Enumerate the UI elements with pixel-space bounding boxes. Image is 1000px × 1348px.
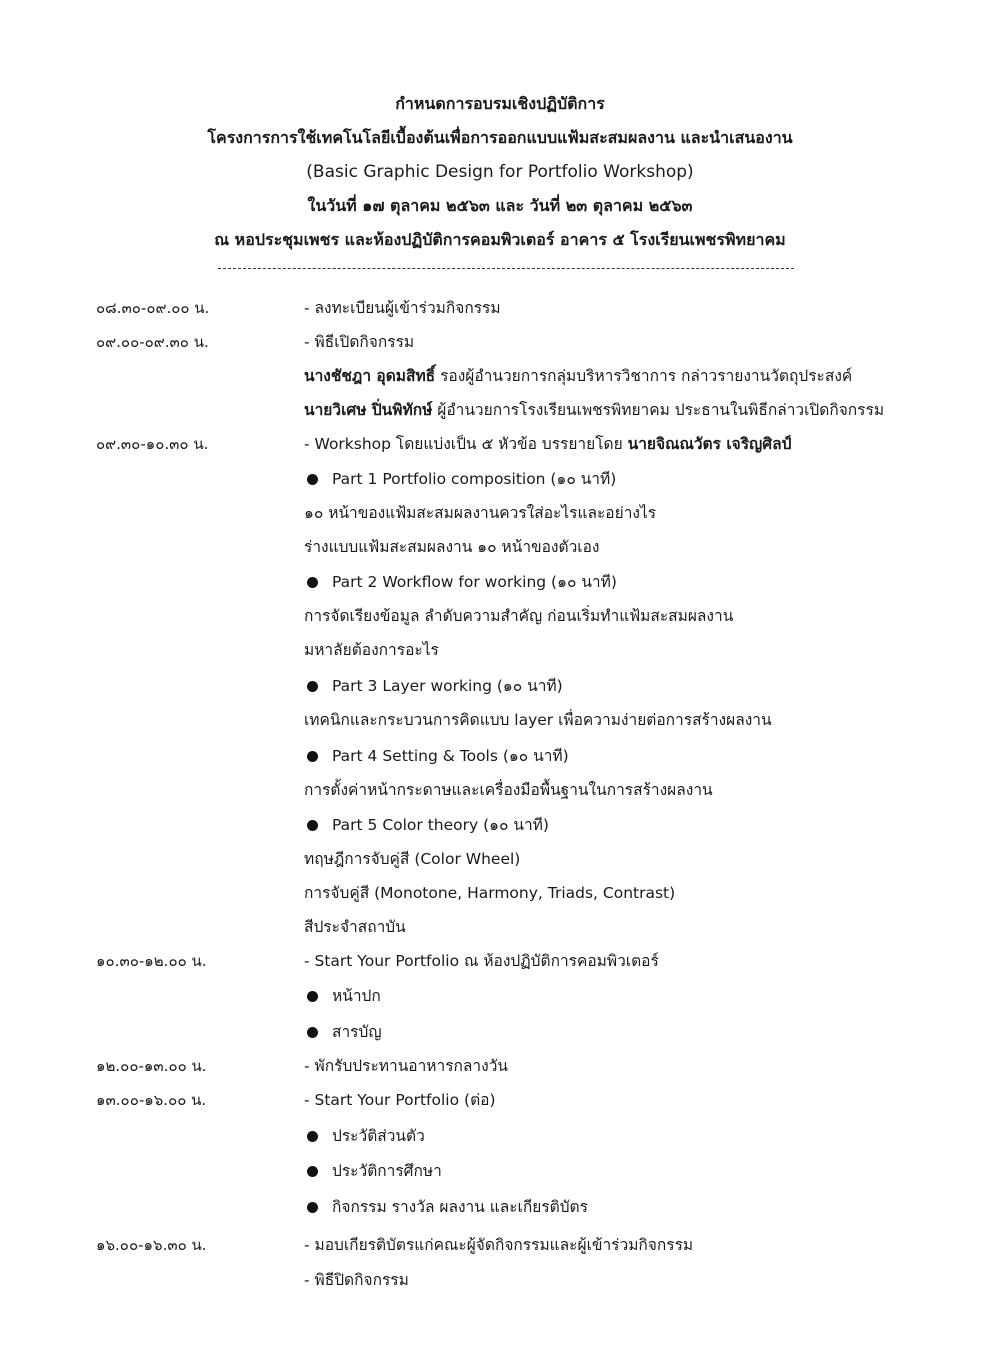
speaker-name: นายวิเศษ ปิ่นพิทักษ์: [304, 401, 433, 419]
schedule-item: - Start Your Portfolio ณ ห้องปฏิบัติการคอมพิวเตอร์: [304, 952, 659, 970]
bullet-icon: [307, 751, 318, 762]
schedule-item: - มอบเกียรติบัตรแก่คณะผู้จัดกิจกรรมและผู้เข้าร่วมกิจกรรม: [304, 1236, 694, 1254]
schedule-item: - พิธีปิดกิจกรรม: [304, 1271, 409, 1289]
part-heading: Part 4 Setting & Tools (๑๐ นาที): [332, 747, 569, 765]
bullet-icon: [307, 991, 318, 1002]
schedule-item: - Start Your Portfolio (ต่อ): [304, 1091, 496, 1109]
schedule-item: - พักรับประทานอาหารกลางวัน: [304, 1057, 509, 1075]
schedule-item: - ลงทะเบียนผู้เข้าร่วมกิจกรรม: [304, 299, 501, 317]
time-slot: ๐๙.๐๐-๐๙.๓๐ น.: [96, 333, 209, 351]
time-slot: ๑๒.๐๐-๑๓.๐๐ น.: [96, 1057, 207, 1075]
bullet-icon: [307, 1027, 318, 1038]
part-detail: การจัดเรียงข้อมูล ลำดับความสำคัญ ก่อนเริ่มทำแฟ้มสะสมผลงาน: [304, 607, 734, 625]
part-detail: การตั้งค่าหน้ากระดาษและเครื่องมือพื้นฐานในการสร้างผลงาน: [304, 781, 713, 799]
part-heading: Part 2 Workflow for working (๑๐ นาที): [332, 573, 617, 591]
speaker-role: ผู้อำนวยการโรงเรียนเพชรพิทยาคม ประธานในพิธีกล่าวเปิดกิจกรรม: [432, 401, 885, 419]
speaker-role: รองผู้อำนวยการกลุ่มบริหารวิชาการ กล่าวรายงานวัตถุประสงค์: [435, 367, 853, 385]
bullet-icon: [307, 1202, 318, 1213]
bullet-icon: [307, 474, 318, 485]
sub-item: ประวัติการศึกษา: [332, 1162, 442, 1180]
schedule-item: - พิธีเปิดกิจกรรม: [304, 333, 415, 351]
sub-item: กิจกรรม รางวัล ผลงาน และเกียรติบัตร: [332, 1198, 588, 1216]
part-detail: มหาลัยต้องการอะไร: [304, 641, 439, 659]
sub-item: หน้าปก: [332, 987, 381, 1005]
part-heading: Part 5 Color theory (๑๐ นาที): [332, 816, 549, 834]
bullet-icon: [307, 577, 318, 588]
time-slot: ๑๐.๓๐-๑๒.๐๐ น.: [96, 952, 207, 970]
schedule-item: [304, 434, 791, 454]
part-detail: ร่างแบบแฟ้มสะสมผลงาน ๑๐ หน้าของตัวเอง: [304, 538, 600, 556]
time-slot: ๐๙.๓๐-๑๐.๓๐ น.: [96, 435, 209, 453]
sub-item: ประวัติส่วนตัว: [332, 1127, 425, 1145]
bullet-icon: [307, 1131, 318, 1142]
bullet-icon: [307, 1166, 318, 1177]
title-line-1: กำหนดการอบรมเชิงปฏิบัติการ: [395, 94, 605, 113]
bullet-icon: [307, 820, 318, 831]
part-heading: Part 1 Portfolio composition (๑๐ นาที): [332, 470, 617, 488]
title-line-4: ในวันที่ ๑๗ ตุลาคม ๒๕๖๓ และ วันที่ ๒๓ ตุลาคม ๒๕๖๓: [307, 196, 693, 215]
title-line-3: (Basic Graphic Design for Portfolio Workshop): [306, 162, 694, 182]
part-detail: ๑๐ หน้าของแฟ้มสะสมผลงานควรใส่อะไรและอย่างไร: [304, 504, 657, 522]
schedule-item: [304, 400, 884, 420]
speaker-name: นายจิณณวัตร เจริญศิลป์: [627, 435, 792, 453]
dashed-divider: [218, 268, 794, 269]
part-detail: การจับคู่สี (Monotone, Harmony, Triads, Contrast): [304, 884, 676, 902]
part-detail: เทคนิกและกระบวนการคิดแบบ layer เพื่อความง่ายต่อการสร้างผลงาน: [304, 711, 772, 729]
time-slot: ๑๓.๐๐-๑๖.๐๐ น.: [96, 1091, 207, 1109]
time-slot: ๐๘.๓๐-๐๙.๐๐ น.: [96, 299, 210, 317]
title-line-2: โครงการการใช้เทคโนโลยีเบื้องต้นเพื่อการออกแบบแฟ้มสะสมผลงาน และนำเสนองาน: [207, 128, 793, 147]
part-heading: Part 3 Layer working (๑๐ นาที): [332, 677, 563, 695]
title-line-5: ณ หอประชุมเพชร และห้องปฏิบัติการคอมพิวเตอร์ อาคาร ๕ โรงเรียนเพชรพิทยาคม: [214, 230, 786, 249]
speaker-name: นางชัชฎา อุดมสิทธิ์: [304, 367, 436, 385]
schedule-item: [304, 366, 852, 386]
sub-item: สารบัญ: [332, 1023, 382, 1041]
part-detail: ทฤษฎีการจับคู่สี (Color Wheel): [304, 850, 521, 868]
part-detail: สีประจำสถาบัน: [304, 918, 406, 936]
bullet-icon: [307, 681, 318, 692]
workshop-text: - Workshop โดยแบ่งเป็น ๕ หัวข้อ บรรยายโดย: [304, 435, 628, 453]
time-slot: ๑๖.๐๐-๑๖.๓๐ น.: [96, 1236, 207, 1254]
